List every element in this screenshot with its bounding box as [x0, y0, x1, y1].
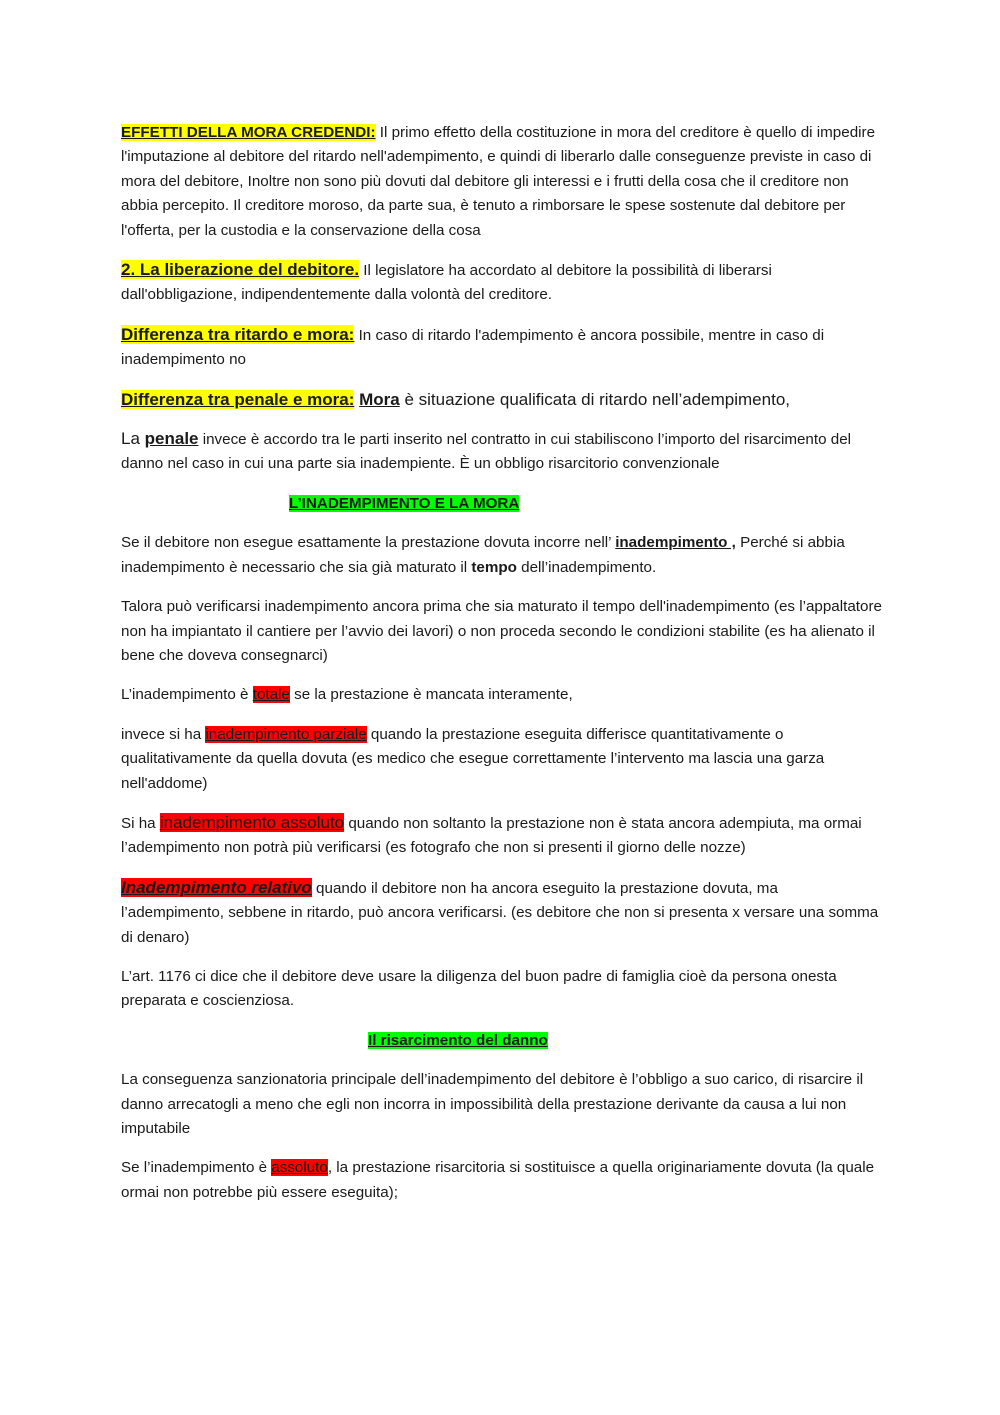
paragraph-text: Perché si abbia inadempimento è necessario che sia già maturato il — [121, 534, 845, 576]
paragraph-text: La — [121, 429, 145, 449]
paragraph-se-assoluto — [121, 1156, 883, 1205]
term-inadempimento: inadempimento , — [615, 534, 736, 552]
paragraph-text: Il primo effetto della costituzione in mora del creditore è quello di impedire l'imputazione al debitore del ritardo nell'adempimento, e quindi di liberarlo dalle conseguenze previste in caso di mora del debitore, Inoltre non sono più dovuti dal debitore gli interessi e i frutti della cosa che il creditore non abbia percepito. Il creditore moroso, da parte sua, è tenuto a rimborsare le spese sostenute dal debitore per l'offerta, per la custodia e la conservazione della cosa — [121, 124, 876, 239]
paragraph-text: è situazione qualificata di ritardo nell’adempimento, — [399, 389, 790, 409]
paragraph-text: invece è accordo tra le parti inserito nel contratto in cui stabiliscono l’importo del risarcimento del danno nel caso in cui una parte sia inadempiente. È un obbligo risarcitorio convenzionale — [121, 431, 852, 473]
paragraph-text: In caso di ritardo l'adempimento è ancora possibile, mentre in caso di inadempimento no — [121, 326, 825, 369]
highlight-label: EFFETTI DELLA MORA CREDENDI: — [121, 124, 376, 141]
paragraph-text: Si ha — [121, 814, 160, 832]
highlight-label: 2. La liberazione del debitore. — [121, 260, 360, 280]
paragraph-text: Se il debitore non esegue esattamente la prestazione dovuta incorre nell’ — [121, 534, 616, 552]
paragraph-art-1176 — [121, 965, 883, 1014]
term-mora: Mora — [359, 389, 400, 409]
paragraph-penale — [121, 427, 883, 477]
paragraph-text: L’inadempimento è — [121, 686, 253, 704]
heading-risarcimento: Il risarcimento del danno — [368, 1031, 548, 1049]
paragraph-text: Talora può verificarsi inadempimento ancora prima che sia maturato il tempo dell'inadempimento (es l’appaltatore non ha impiantato il cantiere per l’avvio dei lavori) o non proceda secondo le condizioni stabilite (es ha alienato il bene che doveva consegnarci) — [121, 598, 882, 664]
paragraph-totale — [121, 683, 883, 707]
paragraph-inadempimento — [121, 531, 883, 580]
paragraph-talora — [121, 595, 883, 668]
term-tempo: tempo — [471, 558, 517, 576]
paragraph-penale-mora — [121, 388, 883, 412]
highlight-label: Differenza tra ritardo e mora: — [121, 324, 355, 344]
paragraph-text: La conseguenza sanzionatoria principale dell’inadempimento del debitore è l’obbligo a suo carico, di risarcire il danno arrecatogli a meno che egli non incorra in impossibilità della prestazione derivante da causa a lui non imputabile — [121, 1071, 864, 1137]
paragraph-text: se la prestazione è mancata interamente, — [289, 686, 573, 704]
paragraph-text: Il legislatore ha accordato al debitore la possibilità di liberarsi dall'obbligazione, indipendentemente dalla volontà del creditore. — [121, 262, 772, 304]
paragraph-text: quando la prestazione eseguita differisce quantitativamente o qualitativamente da quella dovuta (es medico che esegue correttamente l’intervento ma lascia una garza nell'addome) — [121, 725, 825, 792]
term-parziale: inadempimento parziale — [205, 725, 367, 743]
paragraph-text: quando non soltanto la prestazione non è stata ancora adempiuta, ma ormai l’adempimento non potrà più verificarsi (es fotografo che non si presenti il giorno delle nozze) — [121, 814, 862, 857]
paragraph-text: quando il debitore non ha ancora eseguito la prestazione dovuta, ma l’adempimento, sebbene in ritardo, può ancora verificarsi. (es debitore che non si presenta x versare una somma di denaro) — [121, 879, 879, 946]
section-heading — [121, 492, 883, 516]
paragraph-text: Se l’inadempimento è — [121, 1159, 272, 1177]
term-assoluto-2: assoluto — [271, 1159, 328, 1177]
paragraph-liberazione — [121, 258, 883, 308]
section-heading — [121, 1029, 883, 1053]
highlight-label: Differenza tra penale e mora: — [121, 389, 355, 409]
document-page — [121, 121, 883, 1220]
paragraph-text: dell’inadempimento. — [516, 558, 657, 576]
paragraph-text: L’art. 1176 ci dice che il debitore deve usare la diligenza del buon padre di famiglia cioè da persona onesta preparata e coscienziosa. — [121, 967, 837, 1010]
term-penale: penale — [144, 429, 199, 449]
term-assoluto: inadempimento assoluto — [159, 812, 345, 832]
term-relativo: Inadempimento relativo — [121, 877, 312, 897]
paragraph-ritardo-mora — [121, 323, 883, 373]
paragraph-text: , la prestazione risarcitoria si sostituisce a quella originariamente dovuta (la quale ormai non potrebbe più essere eseguita); — [121, 1159, 875, 1201]
paragraph-assoluto — [121, 811, 883, 861]
paragraph-relativo — [121, 876, 883, 950]
paragraph-effetti-mora — [121, 121, 883, 243]
heading-inadempimento: L’INADEMPIMENTO E LA MORA — [289, 494, 520, 512]
paragraph-conseguenza — [121, 1068, 883, 1141]
term-totale: totale — [252, 686, 290, 704]
paragraph-parziale — [121, 723, 883, 796]
paragraph-text: invece si ha — [121, 725, 206, 743]
